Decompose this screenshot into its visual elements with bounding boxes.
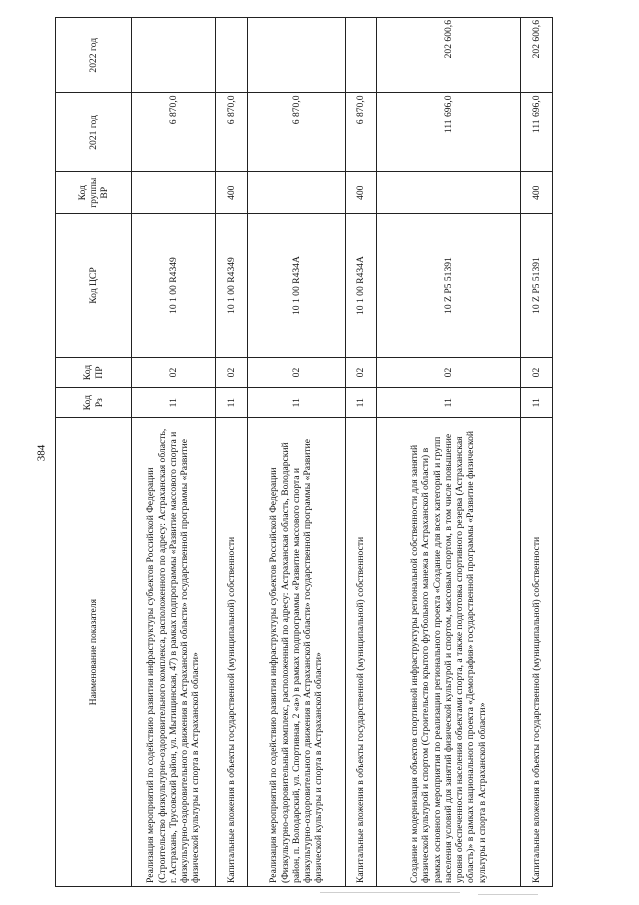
row-2021: 111 696,0: [377, 93, 521, 172]
row-2022: [346, 18, 377, 93]
scan-artifact: [320, 892, 460, 893]
row-vr: [377, 172, 521, 214]
table-row: [248, 18, 346, 887]
table-row: [377, 18, 521, 887]
row-2021: 111 696,0: [521, 93, 553, 172]
header-name: Наименование показателя: [56, 418, 132, 887]
row-csr: 10 1 00 R4349: [216, 214, 248, 358]
budget-table: [55, 17, 553, 887]
row-rz: 11: [248, 388, 346, 418]
row-2022: [216, 18, 248, 93]
row-2021: 6 870,0: [132, 93, 216, 172]
row-rz: 11: [377, 388, 521, 418]
row-rz: 11: [521, 388, 553, 418]
row-vr: 400: [346, 172, 377, 214]
row-2022: [132, 18, 216, 93]
row-csr: 10 1 00 R434A: [248, 214, 346, 358]
row-vr: 400: [216, 172, 248, 214]
scan-artifact: [478, 894, 538, 895]
table-row: [521, 18, 553, 887]
header-rz: Код Рз: [56, 388, 132, 418]
row-pr: 02: [521, 357, 553, 387]
row-csr: 10 1 00 R434A: [346, 214, 377, 358]
row-name: Создание и модернизация объектов спортивной инфраструктуры региональной собственности для занятий физической культурой и спортом (Строительство крытого футбольного манежа в Астраханской области) в рамках основного мероприятия по реализации регионального проекта «Создание для всех категорий и групп населения условий для занятий физической культурой и спортом, массовым спортом, в том числе повышение уровня обеспеченности населения объектами спорта, а также подготовка спортивного резерва (Астраханская область)» в рамках национального проекта «Демография» государственной программы «Развитие физической культуры и спорта в Астраханской области»: [377, 418, 521, 887]
row-vr: [248, 172, 346, 214]
row-vr: [132, 172, 216, 214]
row-2022: 202 600,6: [521, 18, 553, 93]
row-csr: 10 Z P5 51391: [377, 214, 521, 358]
budget-table-frame: [55, 17, 553, 887]
table-row: [216, 18, 248, 887]
header-2022: 2022 год: [56, 18, 132, 93]
row-vr: 400: [521, 172, 553, 214]
row-name: Реализация мероприятий по содействию развития инфраструктуры субъектов Российской Федерации (Строительство физкультурно-оздоровительного комплекса, расположенного по адресу: Астраханская область, г. Астрахань, Трусовский район, ул. Мытищинская, 47) в рамках подпрограммы «Развитие массового спорта и физкультурно-оздоровительного движения в Астраханской области» государственной программы «Развитие физической культуры и спорта в Астраханской области»: [132, 418, 216, 887]
row-rz: 11: [216, 388, 248, 418]
row-pr: 02: [377, 357, 521, 387]
row-name: Капитальные вложения в объекты государственной (муниципальной) собственности: [216, 418, 248, 887]
header-csr: Код ЦСР: [56, 214, 132, 358]
header-pr: Код ПР: [56, 357, 132, 387]
row-2022: 202 600,6: [377, 18, 521, 93]
table-row: [346, 18, 377, 887]
row-2021: 6 870,0: [346, 93, 377, 172]
header-2021: 2021 год: [56, 93, 132, 172]
row-rz: 11: [346, 388, 377, 418]
row-pr: 02: [216, 357, 248, 387]
row-2021: 6 870,0: [216, 93, 248, 172]
row-name: Реализация мероприятий по содействию развития инфраструктуры субъектов Российской Федерации (Физкультурно-оздоровительный комплекс, расположенный по адресу: Астраханская область, Володарский район, п. Володарский, ул. Спортивная, 2 «а») в рамках подпрограммы «Развитие массового спорта и физкультурно-оздоровительного движения в Астраханской области» государственной программы «Развитие физической культуры и спорта в Астраханской области»: [248, 418, 346, 887]
row-pr: 02: [132, 357, 216, 387]
row-pr: 02: [248, 357, 346, 387]
page-number: 384: [35, 444, 47, 461]
row-csr: 10 Z P5 51391: [521, 214, 553, 358]
row-rz: 11: [132, 388, 216, 418]
row-name: Капитальные вложения в объекты государственной (муниципальной) собственности: [346, 418, 377, 887]
table-row: [132, 18, 216, 887]
header-vr: Код группы ВР: [56, 172, 132, 214]
row-2022: [248, 18, 346, 93]
header-row: [56, 18, 132, 887]
row-name: Капитальные вложения в объекты государственной (муниципальной) собственности: [521, 418, 553, 887]
row-csr: 10 1 00 R4349: [132, 214, 216, 358]
row-pr: 02: [346, 357, 377, 387]
row-2021: 6 870,0: [248, 93, 346, 172]
